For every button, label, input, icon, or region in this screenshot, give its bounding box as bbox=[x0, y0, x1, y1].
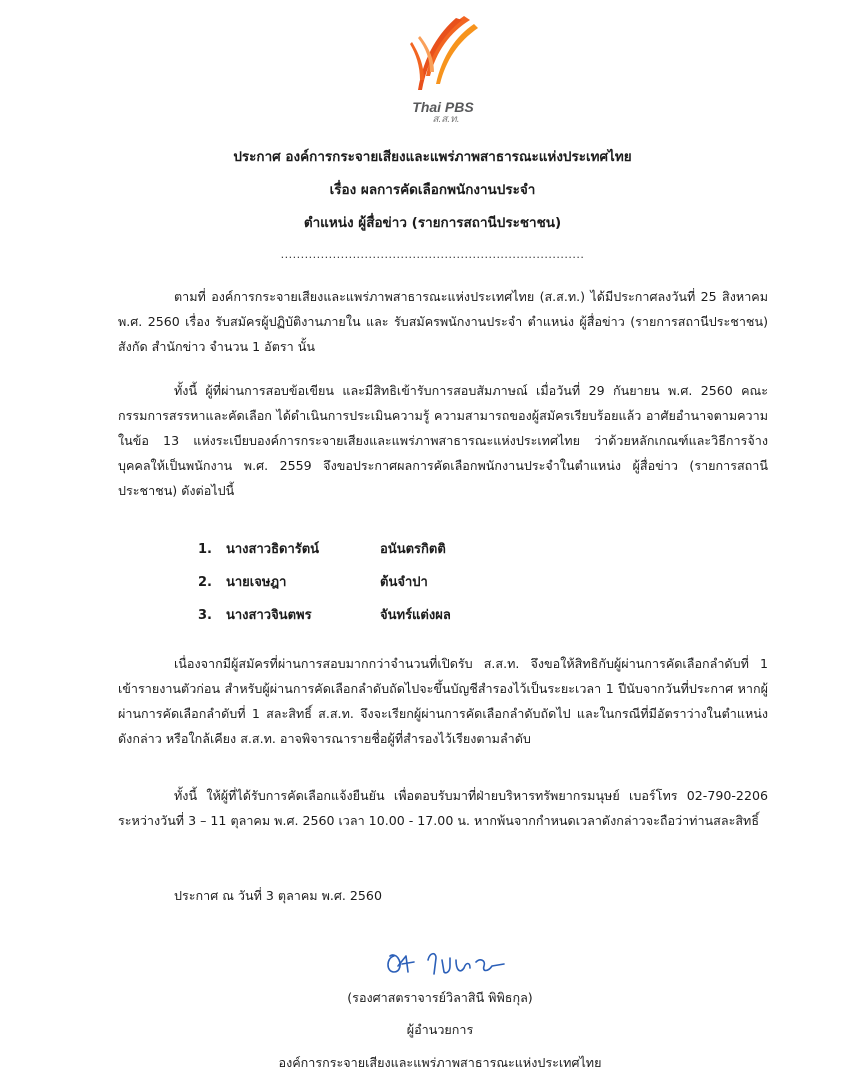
candidate-first-name: นางสาวธิดารัตน์ bbox=[226, 542, 320, 557]
paragraph-text: ทั้งนี้ ให้ผู้ที่ได้รับการคัดเลือกแจ้งยืนยัน เพื่อตอบรับมาที่ฝ่ายบริหารทรัพยากรมนุษย์ เบอร์โทร 02-790-2206 ระหว่างวันที่ 3 – 11 ตุลาคม พ.ศ. 2560 เวลา 10.00 - 17.00 น. หากพ้นจากกำหนดเวลาดังกล่าวจะถือว่าท่านสละสิทธิ์ bbox=[118, 788, 768, 828]
paragraph-evaluation bbox=[118, 378, 768, 503]
signer-name: (รองศาสตราจารย์วิลาสินี พิพิธกุล) bbox=[347, 990, 533, 1005]
announcement-title: ประกาศ องค์การกระจายเสียงและแพร่ภาพสาธารณะแห่งประเทศไทย bbox=[233, 149, 632, 165]
handwritten-signature bbox=[380, 944, 520, 984]
candidate-last-name: ต้นจำปา bbox=[380, 575, 428, 590]
organization-name: องค์การกระจายเสียงและแพร่ภาพสาธารณะแห่งประเทศไทย bbox=[278, 1055, 602, 1070]
candidate-last-name: จันทร์แต่งผล bbox=[380, 608, 451, 623]
paragraph-confirmation bbox=[118, 783, 768, 833]
signer-position: ผู้อำนวยการ bbox=[406, 1022, 474, 1037]
logo-wordmark: Thai PBS bbox=[412, 99, 474, 115]
list-item-number: 3. bbox=[198, 608, 212, 623]
announcement-position: ตำแหน่ง ผู้สื่อข่าว (รายการสถานีประชาชน) bbox=[303, 215, 562, 231]
bird-icon bbox=[406, 14, 480, 100]
announcement-date: ประกาศ ณ วันที่ 3 ตุลาคม พ.ศ. 2560 bbox=[174, 888, 382, 903]
dotted-separator: ............................................................................ bbox=[280, 248, 585, 261]
paragraph-text: ทั้งนี้ ผู้ที่ผ่านการสอบข้อเขียน และมีสิทธิเข้ารับการสอบสัมภาษณ์ เมื่อวันที่ 29 กันยายน พ.ศ. 2560 คณะกรรมการสรรหาและคัดเลือก ได้ดำเนินการประเมินความรู้ ความสามารถของผู้สมัครเรียบร้อยแล้ว อาศัยอำนาจตามความในข้อ 13 แห่งระเบียบองค์การกระจายเสียงและแพร่ภาพสาธารณะแห่งประเทศไทย ว่าด้วยหลักเกณฑ์และวิธีการจ้างบุคคลให้เป็นพนักงาน พ.ศ. 2559 จึงขอประกาศผลการคัดเลือกพนักงานประจำในตำแหน่ง ผู้สื่อข่าว (รายการสถานีประชาชน) ดังต่อไปนี้ bbox=[118, 383, 768, 498]
paragraph-text: ตามที่ องค์การกระจายเสียงและแพร่ภาพสาธารณะแห่งประเทศไทย (ส.ส.ท.) ได้มีประกาศลงวันที่ 25 สิงหาคม พ.ศ. 2560 เรื่อง รับสมัครผู้ปฏิบัติงานภายใน และ รับสมัครพนักงานประจำ ตำแหน่ง ผู้สื่อข่าว (รายการสถานีประชาชน) สังกัด สำนักข่าว จำนวน 1 อัตรา นั้น bbox=[118, 289, 768, 354]
paragraph-text: เนื่องจากมีผู้สมัครที่ผ่านการสอบมากกว่าจำนวนที่เปิดรับ ส.ส.ท. จึงขอให้สิทธิกับผู้ผ่านการคัดเลือกลำดับที่ 1 เข้ารายงานตัวก่อน สำหรับผู้ผ่านการคัดเลือกลำดับถัดไปจะขึ้นบัญชีสำรองไว้เป็นระยะเวลา 1 ปีนับจากวันที่ประกาศ หากผู้ผ่านการคัดเลือกลำดับที่ 1 สละสิทธิ์ ส.ส.ท. จึงจะเรียกผู้ผ่านการคัดเลือกลำดับถัดไป และในกรณีที่มีอัตราว่างในตำแหน่งดังกล่าว หรือใกล้เคียง ส.ส.ท. อาจพิจารณารายชื่อผู้ที่สำรองไว้เรียงตามลำดับ bbox=[118, 656, 768, 746]
logo-subtext: ส.ส.ท. bbox=[432, 114, 460, 125]
list-item-number: 2. bbox=[198, 575, 212, 590]
paragraph-reserve-list bbox=[118, 651, 768, 751]
thai-pbs-logo bbox=[398, 14, 488, 126]
candidate-last-name: อนันตรกิตติ bbox=[380, 542, 446, 557]
candidate-first-name: นางสาวจินตพร bbox=[226, 608, 312, 623]
announcement-subject: เรื่อง ผลการคัดเลือกพนักงานประจำ bbox=[329, 182, 536, 198]
list-item-number: 1. bbox=[198, 542, 212, 557]
paragraph-background bbox=[118, 284, 768, 359]
candidate-first-name: นายเจษฎา bbox=[226, 575, 287, 590]
